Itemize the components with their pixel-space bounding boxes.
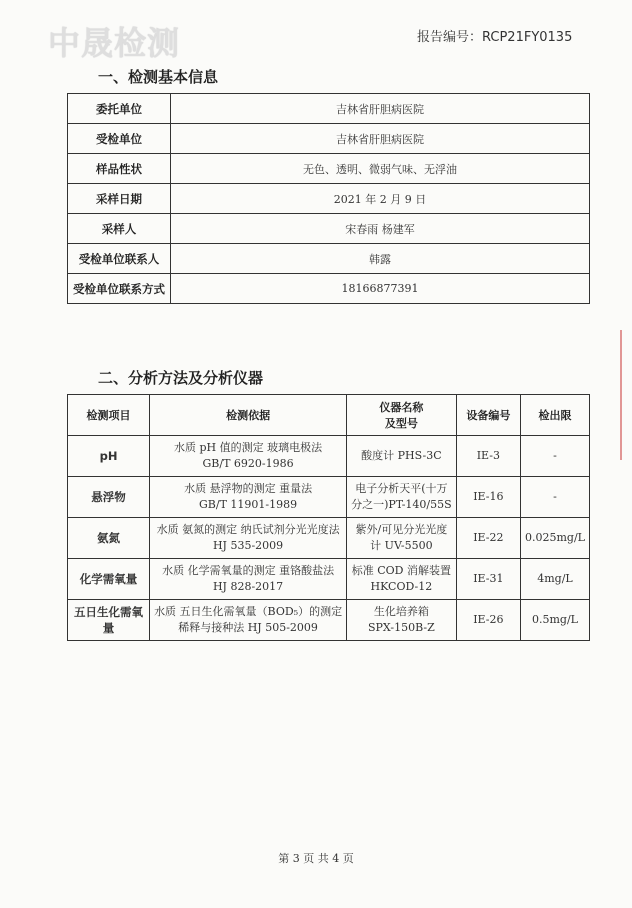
table-header-row: [68, 395, 590, 436]
instrument-line: 计 UV-5500: [370, 539, 433, 552]
test-item: 五日生化需氧量: [68, 600, 150, 641]
instrument-line: HKCOD-12: [370, 580, 433, 593]
field-value: 无色、透明、微弱气味、无浮油: [171, 154, 590, 184]
page-number: 第 3 页 共 4 页: [278, 852, 354, 865]
test-item: 化学需氧量: [68, 559, 150, 600]
device-number: IE-31: [456, 559, 520, 600]
field-value: 吉林省肝胆病医院: [171, 94, 590, 124]
column-header: 检出限: [521, 395, 590, 436]
device-number: IE-22: [456, 518, 520, 559]
table-row: [68, 559, 590, 600]
section2-title: 二、分析方法及分析仪器: [98, 369, 264, 387]
instrument-line: 酸度计 PHS-3C: [361, 449, 442, 462]
basis-line: GB/T 11901-1989: [199, 498, 298, 511]
basis-line: 水质 氨氮的测定 纳氏试剂分光光度法: [156, 523, 340, 536]
table-row: [68, 477, 590, 518]
device-number: IE-26: [456, 600, 520, 641]
basis-line: 水质 悬浮物的测定 重量法: [184, 482, 313, 495]
basis-line: 水质 五日生化需氧量（BOD₅）的测定: [154, 605, 343, 618]
table-row: [68, 600, 590, 641]
device-number: IE-3: [456, 436, 520, 477]
field-label: 样品性状: [68, 154, 171, 184]
basis-line: 水质 化学需氧量的测定 重铬酸盐法: [162, 564, 335, 577]
instrument: [347, 477, 457, 518]
detection-limit: -: [521, 477, 590, 518]
instrument-line: SPX-150B-Z: [368, 621, 435, 634]
test-basis: [150, 518, 347, 559]
instrument: [347, 436, 457, 477]
basis-line: GB/T 6920-1986: [202, 457, 294, 470]
section1-title: 一、检测基本信息: [98, 68, 219, 86]
table-row: [68, 518, 590, 559]
report-number: 报告编号：RCP21FY0135: [417, 30, 573, 45]
field-value: 18166877391: [171, 274, 590, 304]
field-label: 委托单位: [68, 94, 171, 124]
basis-line: 水质 pH 值的测定 玻璃电极法: [174, 441, 323, 454]
test-item: 悬浮物: [68, 477, 150, 518]
instrument-line: 紫外/可见分光光度: [355, 523, 448, 536]
instrument: [347, 559, 457, 600]
field-label: 受检单位联系人: [68, 244, 171, 274]
company-logo-text: 中晟检测: [48, 24, 181, 62]
table-row: [68, 94, 590, 124]
basis-line: HJ 535-2009: [212, 539, 284, 552]
table-row: [68, 184, 590, 214]
field-value: 吉林省肝胆病医院: [171, 124, 590, 154]
field-label: 采样人: [68, 214, 171, 244]
field-value: 2021 年 2 月 9 日: [171, 184, 590, 214]
field-value: 韩露: [171, 244, 590, 274]
methods-table: [67, 394, 590, 641]
field-value: 宋春雨 杨建军: [171, 214, 590, 244]
instrument-line: 生化培养箱: [373, 605, 429, 618]
detection-limit: 4mg/L: [521, 559, 590, 600]
field-label: 受检单位: [68, 124, 171, 154]
test-basis: [150, 436, 347, 477]
column-header: 设备编号: [456, 395, 520, 436]
device-number: IE-16: [456, 477, 520, 518]
detection-limit: 0.5mg/L: [521, 600, 590, 641]
header-line: 仪器名称: [379, 401, 424, 414]
field-label: 受检单位联系方式: [68, 274, 171, 304]
detection-limit: 0.025mg/L: [521, 518, 590, 559]
test-basis: [150, 477, 347, 518]
instrument: [347, 518, 457, 559]
column-header: [347, 395, 457, 436]
table-row: [68, 436, 590, 477]
test-basis: [150, 600, 347, 641]
test-basis: [150, 559, 347, 600]
table-row: [68, 214, 590, 244]
instrument-line: 电子分析天平(十万: [355, 482, 448, 495]
header-line: 及型号: [384, 417, 418, 430]
basic-info-table: [67, 93, 590, 304]
basis-line: 稀释与接种法 HJ 505-2009: [178, 621, 318, 634]
instrument-line: 分之一)PT-140/55S: [351, 498, 452, 511]
seal-stamp-edge: [620, 330, 632, 460]
table-row: [68, 244, 590, 274]
instrument: [347, 600, 457, 641]
field-label: 采样日期: [68, 184, 171, 214]
table-row: [68, 124, 590, 154]
column-header: 检测项目: [68, 395, 150, 436]
instrument-line: 标准 COD 消解装置: [351, 564, 451, 577]
table-row: [68, 154, 590, 184]
table-row: [68, 274, 590, 304]
detection-limit: -: [521, 436, 590, 477]
column-header: 检测依据: [150, 395, 347, 436]
test-item: 氨氮: [68, 518, 150, 559]
basis-line: HJ 828-2017: [212, 580, 284, 593]
test-item: pH: [68, 436, 150, 477]
